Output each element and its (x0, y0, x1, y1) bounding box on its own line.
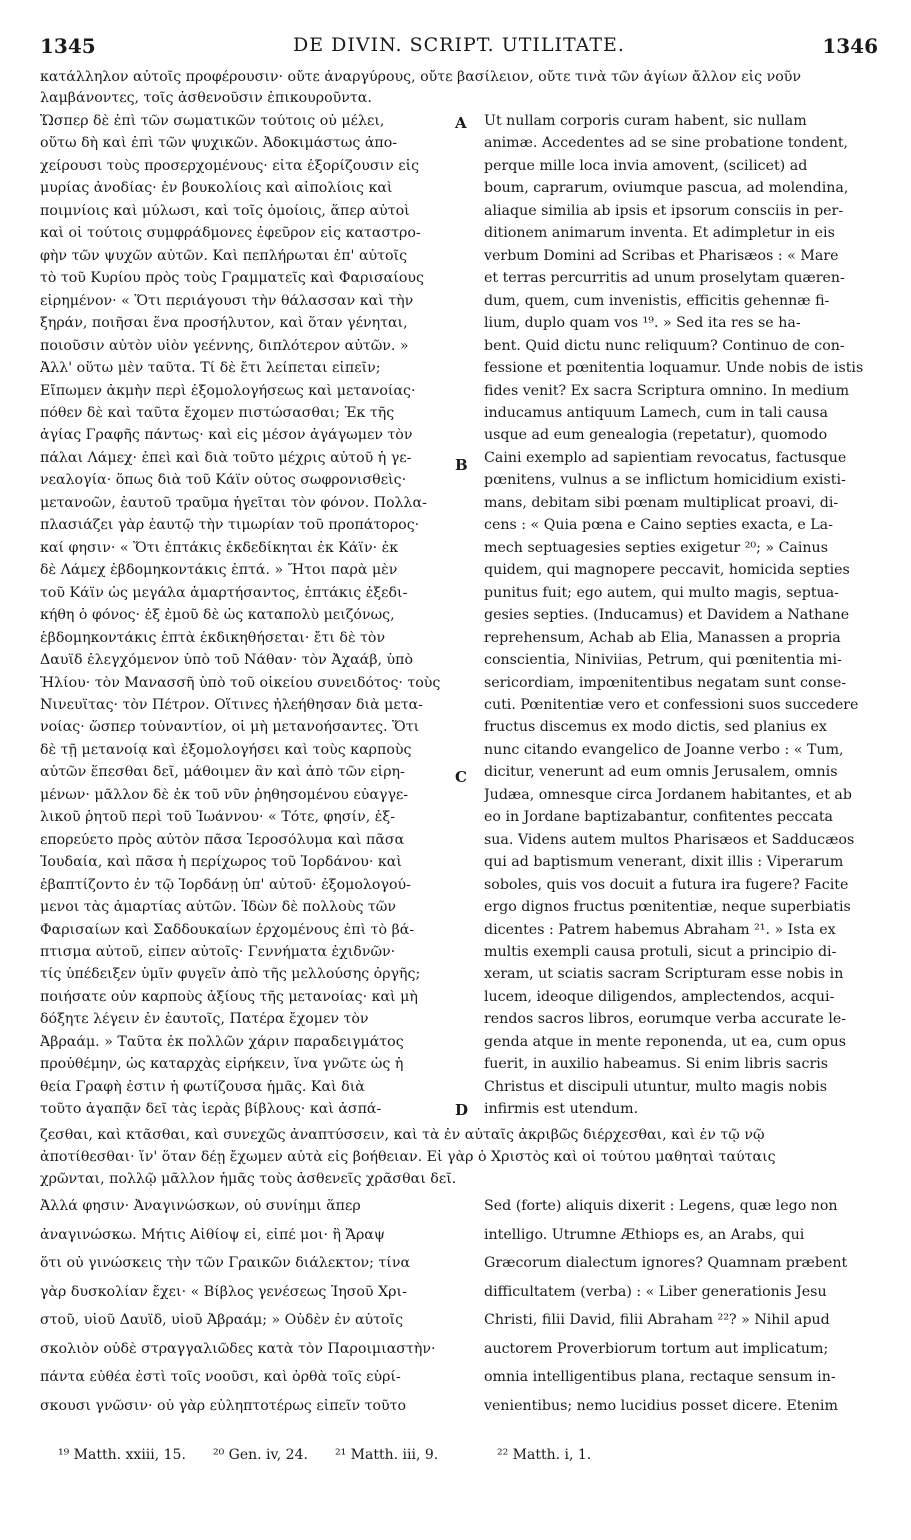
footnote: ²¹ Matth. iii, 9. (335, 1447, 439, 1463)
greek-column-line: λικοῦ ῥητοῦ περὶ τοῦ Ἰωάννου· « Τότε, φησίν, ἐξ- (40, 810, 396, 825)
greek-column-line: δὲ τῇ μετανοίᾳ καὶ ἐξομολογήσει καὶ τοὺς καρποὺς (40, 743, 412, 758)
greek-column-line: μενοι τὰς ἁμαρτίας αὐτῶν. Ἰδὼν δὲ πολλοὺς τῶν (40, 900, 396, 915)
latin-column-line: mech septuagesies septies exigetur ²⁰; » Cainus (484, 541, 828, 556)
latin-column-line: genda atque in mente reponenda, ut ea, cum opus (484, 1035, 847, 1050)
greek-column-line: καί φησιν· « Ὅτι ἑπτάκις ἐκδεδίκηται ἐκ Κάϊν· ἐκ (40, 541, 399, 556)
greek-column-line: μένων· μᾶλλον δὲ ἐκ τοῦ νῦν ῥηθησομένου εὐαγγε- (40, 788, 409, 803)
latin-column-line: usque ad eum genealogia (repetatur), quomodo (484, 428, 828, 443)
latin-column-line: et terras percurritis ad unum proselytam quæren- (484, 271, 845, 286)
latin-column-line: Christus et discipuli utuntur, multo magis nobis (484, 1080, 827, 1095)
latin-column-line: sua. Videns autem multos Pharisæos et Sadducæos (484, 833, 855, 848)
greek-column-line: οὕτω δὴ καὶ ἐπὶ τῶν ψυχικῶν. Ἀδοκιμάστως ἀπο- (40, 136, 398, 151)
greek-column-line: Ἀλλ' οὕτω μὲν ταῦτα. Τί δὲ ἔτι λείπεται εἰπεῖν; (40, 361, 381, 376)
latin-column-line: quidem, qui magnopere peccavit, homicida septies (484, 563, 850, 578)
latin-column-line: dicentes : Patrem habemus Abraham ²¹. » Ista ex (484, 923, 836, 938)
margin-marker: A (455, 114, 467, 132)
greek-column-line: θεία Γραφὴ ἐστιν ἡ φωτίζουσα ἡμᾶς. Καὶ διὰ (40, 1080, 365, 1095)
latin-column-line: omnia intelligentibus plana, rectaque sensum in- (484, 1370, 836, 1385)
latin-column-line: intelligo. Utrumne Æthiops es, an Arabs, qui (484, 1228, 805, 1243)
latin-column-line: cens : « Quia pœna e Caino septies exacta, e La- (484, 518, 833, 533)
latin-column-line: soboles, quis vos docuit a futura ira fugere? Facite (484, 878, 849, 893)
latin-column-line: punitus fuit; ego autem, qui multo magis, septua- (484, 586, 839, 601)
latin-column-line: auctorem Proverbiorum tortum aut implicatum; (484, 1342, 829, 1357)
greek-column-line: σκουσι γνῶσιν· οὐ γὰρ εὐληπτοτέρως εἰπεῖν τοῦτο (40, 1399, 407, 1414)
latin-column-line: fides venit? Ex sacra Scriptura omnino. In medium (484, 384, 850, 399)
margin-marker: C (455, 768, 467, 786)
latin-column-line: cuti. Pœnitentiæ vero et confessioni suos succedere (484, 698, 859, 713)
right-page-number: 1346 (822, 34, 878, 58)
greek-column-line: νοίας· ὥσπερ τοὐναντίον, οἱ μὴ μετανοήσαντες. Ὅτι (40, 720, 420, 735)
greek-column-line: επορεύετο πρὸς αὐτὸν πᾶσα Ἱεροσόλυμα καὶ πᾶσα (40, 833, 405, 848)
greek-column-line: σκολιὸν οὐδὲ στραγγαλιῶδες κατὰ τὸν Παροιμιαστὴν· (40, 1342, 436, 1357)
greek-full-line: κατάλληλον αὐτοῖς προφέρουσιν· οὔτε ἀναργύρους, οὔτε βασίλειον, οὔτε τινὰ τῶν ἁγίων ἄλλον εἰς νοῦν (40, 70, 802, 85)
latin-column-line: animæ. Accedentes ad se sine probatione tondent, (484, 136, 849, 151)
greek-column-line: πλασιάζει γὰρ ἑαυτῷ τὴν τιμωρίαν τοῦ προπάτορος· (40, 518, 420, 533)
greek-column-line: εἰρημένον· « Ὅτι περιάγουσι τὴν θάλασσαν καὶ τὴν (40, 294, 414, 309)
running-title: DE DIVIN. SCRIPT. UTILITATE. (293, 34, 625, 56)
latin-column-line: perque mille loca invia amovent, (scilicet) ad (484, 159, 808, 174)
latin-column-line: ditionem animarum inventa. Et adimpletur in eis (484, 226, 835, 241)
latin-column-line: verbum Domini ad Scribas et Pharisæos : « Mare (484, 249, 839, 264)
latin-column-line: fessione et pœnitentia loquamur. Unde nobis de istis (484, 361, 864, 376)
greek-column-line: ξηράν, ποιῆσαι ἕνα προσήλυτον, καὶ ὅταν γένηται, (40, 316, 408, 331)
greek-column-line: Ἡλίου· τὸν Μανασσῆ ὑπὸ τοῦ οἰκείου συνειδότος· τοὺς (40, 676, 441, 691)
greek-column-line: χείρουσι τοὺς προσερχομένους· εἶτα ἐξορίζουσιν εἰς (40, 159, 420, 174)
greek-column-line: Ὥσπερ δὲ ἐπὶ τῶν σωματικῶν τούτοις οὐ μέλει, (40, 114, 385, 129)
page-header (40, 34, 878, 64)
latin-column-line: dum, quem, cum invenistis, efficitis gehennæ fi- (484, 294, 830, 309)
latin-column-line: aliaque similia ab ipsis et ipsorum consciis in per- (484, 204, 844, 219)
greek-column-line: ὅτι οὐ γινώσκεις τὴν τῶν Γραικῶν διάλεκτον; τίνα (40, 1256, 411, 1271)
footnote: ²² Matth. i, 1. (497, 1447, 592, 1463)
greek-column-line: ἁγίας Γραφῆς πάντως· καὶ εἰς μέσον ἀγάγωμεν τὸν (40, 428, 413, 443)
latin-column-line: mans, debitam sibi pœnam multiplicat proavi, di- (484, 496, 839, 511)
greek-column-line: φὴν τῶν ψυχῶν αὐτῶν. Καὶ πεπλήρωται ἐπ' αὐτοῖς (40, 249, 408, 264)
greek-full-line: ζεσθαι, καὶ κτᾶσθαι, καὶ συνεχῶς ἀναπτύσσειν, καὶ τὰ ἐν αὐταῖς ἀκριβῶς διέρχεσθαι, καὶ ἐν τῷ νῷ (40, 1128, 765, 1143)
greek-column-line: Φαρισαίων καὶ Σαδδουκαίων ἐρχομένους ἐπὶ τὸ βά- (40, 923, 415, 938)
greek-column-line: ἑβδομηκοντάκις ἑπτὰ ἐκδικηθήσεται· ἔτι δὲ τὸν (40, 631, 386, 646)
greek-column-line: τοῦ Κάϊν ὡς μεγάλα ἁμαρτήσαντος, ἑπτάκις ἐξεδι- (40, 586, 408, 601)
greek-column-line: στοῦ, υἱοῦ Δαυΐδ, υἱοῦ Ἀβραάμ; » Οὐδὲν ἐν αὐτοῖς (40, 1313, 404, 1328)
latin-column-line: xeram, ut sciatis sacram Scripturam esse nobis in (484, 967, 844, 982)
greek-column-line: ποιοῦσιν αὐτὸν υἱὸν γεέννης, διπλότερον αὐτῶν. » (40, 339, 409, 354)
greek-column-line: αὐτῶν ἕπεσθαι δεῖ, μάθοιμεν ἂν καὶ ἀπὸ τῶν εἰρη- (40, 765, 405, 780)
greek-column-line: ποιήσατε οὖν καρποὺς ἀξίους τῆς μετανοίας· καὶ μὴ (40, 990, 418, 1005)
greek-column-line: νεαλογία· ὅπως διὰ τοῦ Κάϊν οὗτος σωφρονισθεὶς· (40, 473, 407, 488)
greek-column-line: Ἀβραάμ. » Ταῦτα ἐκ πολλῶν χάριν παραδειγμάτος (40, 1035, 404, 1050)
greek-full-line: ἀποτίθεσθαι· ἵν' ὅταν δέῃ ἔχωμεν αὐτὰ εἰς βοήθειαν. Εἰ γὰρ ὁ Χριστὸς καὶ οἱ τούτου μαθηταὶ ταύταις (40, 1150, 776, 1165)
greek-column-line: μετανοῶν, ἑαυτοῦ τραῦμα ἡγεῖται τὸν φόνον. Πολλα- (40, 496, 427, 511)
greek-column-line: προὐθέμην, ὡς καταρχὰς εἰρήκειν, ἵνα γνῶτε ὡς ἡ (40, 1057, 404, 1072)
latin-column-line: fructus discemus ex modo dictis, sed planius ex (484, 720, 827, 735)
latin-column-line: infirmis est utendum. (484, 1102, 639, 1117)
latin-column-line: ergo dignos fructus pœnitentiæ, neque superbiatis (484, 900, 851, 915)
greek-column-line: πτισμα αὐτοῦ, εἶπεν αὐτοῖς· Γεννήματα ἐχιδνῶν· (40, 945, 396, 960)
latin-column-line: venientibus; nemo lucidius posset dicere. Etenim (484, 1399, 838, 1414)
footnote: ²⁰ Gen. iv, 24. (213, 1447, 308, 1463)
latin-column-line: Ut nullam corporis curam habent, sic nullam (484, 114, 807, 129)
latin-column-line: Christi, filii David, filii Abraham ²²? » Nihil apud (484, 1313, 830, 1328)
latin-column-line: lium, duplo quam vos ¹⁹. » Sed ita res se ha- (484, 316, 801, 331)
greek-column-line: πάλαι Λάμεχ· ἐπεὶ καὶ διὰ τοῦτο μέχρις αὐτοῦ ἡ γε- (40, 451, 412, 466)
latin-column-line: multis exempli causa protuli, sicut a principio di- (484, 945, 837, 960)
margin-marker: D (455, 1101, 469, 1119)
greek-column-line: Ἰουδαία, καὶ πᾶσα ἡ περίχωρος τοῦ Ἰορδάνου· καὶ (40, 855, 402, 870)
greek-column-line: τοῦτο ἀγαπᾷν δεῖ τὰς ἱερὰς βίβλους· καὶ ἀσπά- (40, 1102, 382, 1117)
latin-column-line: qui ad baptismum venerant, dixit illis : Viperarum (484, 855, 844, 870)
greek-column-line: τὸ τοῦ Κυρίου πρὸς τοὺς Γραμματεῖς καὶ Φαρισαίους (40, 271, 424, 286)
latin-column-line: Græcorum dialectum ignores? Quamnam præbent (484, 1256, 848, 1271)
latin-column-line: eo in Jordane baptizabantur, confitentes peccata (484, 810, 833, 825)
latin-column-line: inducamus antiquum Lamech, cum in tali causa (484, 406, 828, 421)
greek-column-line: δόξητε λέγειν ἐν ἑαυτοῖς, Πατέρα ἔχομεν τὸν (40, 1012, 369, 1027)
greek-column-line: γὰρ δυσκολίαν ἔχει· « Βίβλος γενέσεως Ἰησοῦ Χρι- (40, 1285, 407, 1300)
latin-column-line: reprehensum, Achab ab Elia, Manassen a propria (484, 631, 841, 646)
greek-column-line: τίς ὑπέδειξεν ὑμῖν φυγεῖν ἀπὸ τῆς μελλούσης ὀργῆς; (40, 967, 421, 982)
footnote: ¹⁹ Matth. xxiii, 15. (58, 1447, 186, 1463)
greek-column-line: δὲ Λάμεχ ἑβδομηκοντάκις ἑπτά. » Ἤτοι παρὰ μὲν (40, 563, 398, 578)
latin-column-line: conscientia, Niniviias, Petrum, qui pœnitentia mi- (484, 653, 842, 668)
greek-column-line: κήθη ὁ φόνος· ἐξ ἐμοῦ δὲ ὡς καταπολὺ μειζόνως, (40, 608, 395, 623)
latin-column-line: gesies septies. (Inducamus) et Davidem a Nathane (484, 608, 850, 623)
latin-column-line: difficultatem (verba) : « Liber generationis Jesu (484, 1285, 827, 1300)
latin-column-line: rendos sacros libros, eorumque verba accurate le- (484, 1012, 847, 1027)
greek-column-line: Εἴπωμεν ἀκμὴν περὶ ἐξομολογήσεως καὶ μετανοίας· (40, 384, 416, 399)
greek-full-line: χρῶνται, πολλῷ μᾶλλον ἡμᾶς τοὺς ἀσθενεῖς χρᾶσθαι δεῖ. (40, 1172, 457, 1187)
latin-column-line: nunc citando evangelico de Joanne verbo : « Tum, (484, 743, 844, 758)
greek-full-line: λαμβάνοντες, τοῖς ἀσθενοῦσιν ἐπικουροῦντα. (40, 91, 372, 106)
greek-column-line: ἐβαπτίζοντο ἐν τῷ Ἰορδάνῃ ὑπ' αὐτοῦ· ἐξομολογού- (40, 878, 411, 893)
latin-column-line: pœnitens, vulnus a se inflictum homicidium existi- (484, 473, 846, 488)
greek-column-line: ἀναγινώσκω. Μήτις Αἰθίοψ εἶ, εἰπέ μοι· ἢ Ἄραψ (40, 1228, 385, 1243)
latin-column-line: Sed (forte) aliquis dixerit : Legens, quæ lego non (484, 1199, 838, 1214)
greek-column-line: ποιμνίοις καὶ μύλωσι, καὶ τοῖς ὁμοίοις, ἅπερ αὐτοὶ (40, 204, 410, 219)
latin-column-line: boum, caprarum, oviumque pascua, ad molendina, (484, 181, 849, 196)
latin-column-line: fuerit, in auxilio habeamus. Si enim libris sacris (484, 1057, 829, 1072)
greek-column-line: μυρίας ἀνοδίας· ἐν βουκολίοις καὶ αἰπολίοις καὶ (40, 181, 393, 196)
latin-column-line: sericordiam, impœnitentibus negatam sunt conse- (484, 676, 847, 691)
greek-column-line: πόθεν δὲ καὶ ταῦτα ἔχομεν πιστώσασθαι; Ἐκ τῆς (40, 406, 395, 421)
latin-column-line: Caini exemplo ad sapientiam revocatus, factusque (484, 451, 847, 466)
left-page-number: 1345 (40, 34, 96, 58)
latin-column-line: dicitur, venerunt ad eum omnis Jerusalem, omnis (484, 765, 838, 780)
latin-column-line: lucem, ideoque diligendos, amplectendos, acqui- (484, 990, 835, 1005)
greek-column-line: καὶ οἱ τούτοις συμφράδμονες ἐφεῦρον εἰς καταστρο- (40, 226, 421, 241)
latin-column-line: bent. Quid dictu nunc reliquum? Continuo de con- (484, 339, 845, 354)
greek-column-line: Δαυΐδ ἐλεγχόμενον ὑπὸ τοῦ Νάθαν· τὸν Ἀχαάβ, ὑπὸ (40, 653, 414, 668)
margin-marker: B (455, 456, 468, 474)
greek-column-line: Ἀλλά φησιν· Ἀναγινώσκων, οὐ συνίημι ἅπερ (40, 1199, 361, 1214)
greek-column-line: πάντα εὐθέα ἐστὶ τοῖς νοοῦσι, καὶ ὀρθὰ τοῖς εὑρί- (40, 1370, 401, 1385)
latin-column-line: Judæa, omnesque circa Jordanem habitantes, et ab (484, 788, 852, 803)
greek-column-line: Νινευΐτας· τὸν Πέτρον. Οἵτινες ἠλεήθησαν διὰ μετα- (40, 698, 423, 713)
